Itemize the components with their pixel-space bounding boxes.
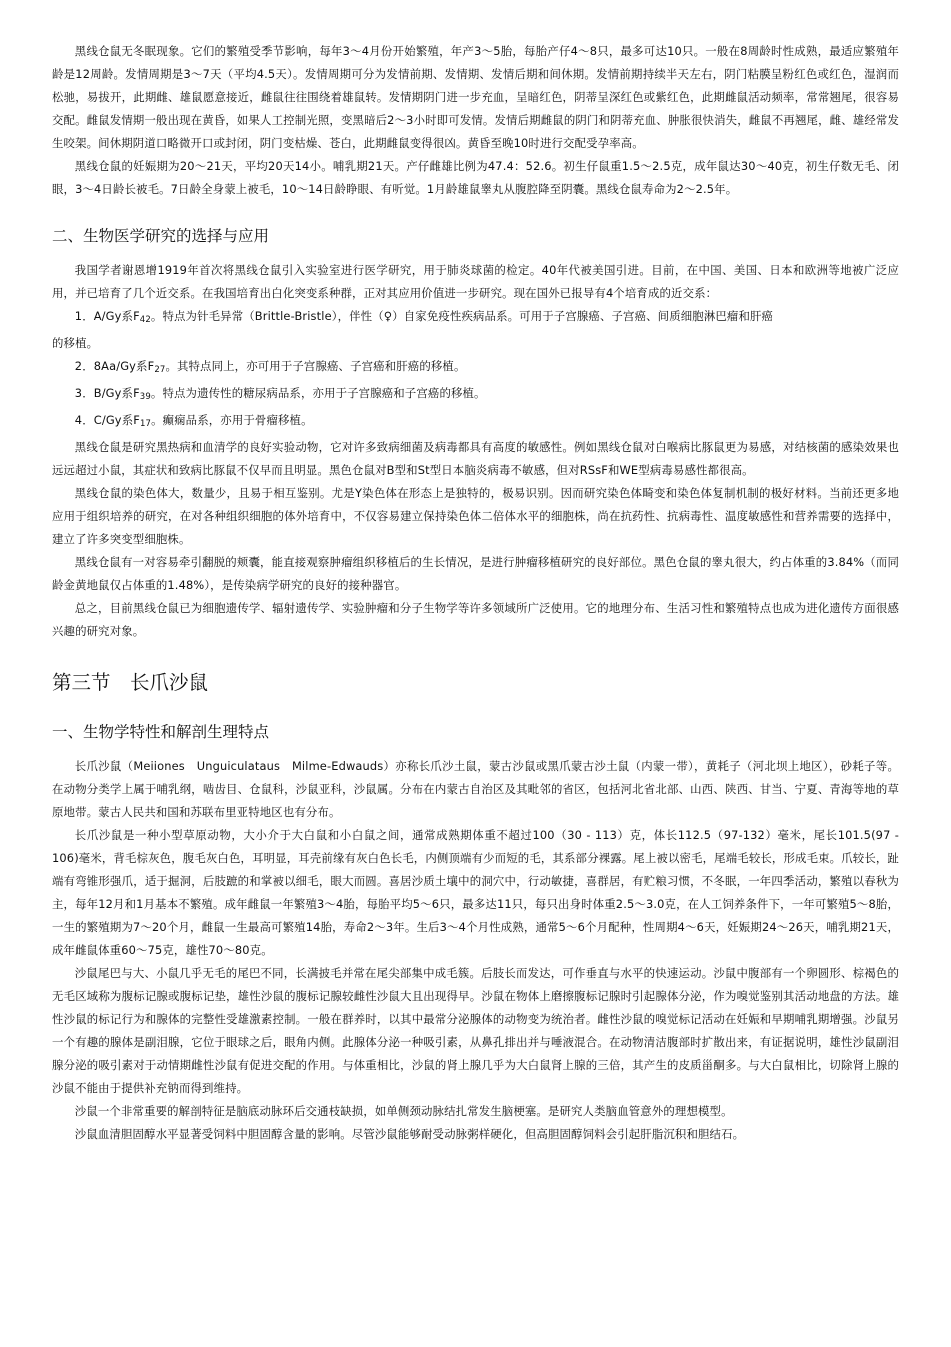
paragraph: 沙鼠血清胆固醇水平显著受饲料中胆固醇含量的影响。尽管沙鼠能够耐受动脉粥样硬化，但高胆固醇饲料会引起肝脂沉积和胆结石。 — [74, 1127, 745, 1141]
paragraph: 黑线仓鼠的染色体大，数量少，且易于相互鉴别。尤是Y染色体在形态上是独特的，极易识别。因而研究染色体畸变和染色体复制机制的极好材料。当前还更多地应用于组织培养的研究，在对各种组织细胞的体外培育中，不仅容易建立保持染色体二倍体水平的细胞株，尚在抗药性、抗病毒性、温度敏感性和营养需要的选择中，建立了许多突变型细胞株。 — [52, 486, 899, 546]
paragraph: 沙鼠尾巴与大、小鼠几乎无毛的尾巴不同，长满披毛并常在尾尖部集中成毛簇。后肢长而发达，可作垂直与水平的快速运动。沙鼠中腹部有一个卵圆形、棕褐色的无毛区域称为腹标记腺或腹标记垫，雄性沙鼠的腹标记腺较雌性沙鼠大且出现得早。沙鼠在物体上磨擦腹标记腺时引起腺体分泌，作为嗅觉鉴别其活动地盘的方法。雄性沙鼠的标记行为和腺体的完整性受雄激素控制。一般在群养时，以其中最常分泌腺体的动物变为统治者。雌性沙鼠的嗅觉标记活动在妊娠和早期哺乳期增强。沙鼠另一个有趣的腺体是副泪腺，它位于眼球之后，眼角内侧。此腺体分泌一种吸引素，从鼻孔排出并与唾液混合。在动物清洁腹部时扩散出来，有证据说明，雄性沙鼠副泪腺分泌的吸引素对于动情期雌性沙鼠有促进交配的作用。与体重相比，沙鼠的肾上腺几乎为大白鼠肾上腺的三倍，其产生的皮质甾酮多。与大白鼠相比，切除肾上腺的沙鼠不能由于提供补充钠而得到维持。 — [52, 966, 899, 1095]
strain-item: 4．C/Gy系$F_{17}$。癫痫品系，亦用于骨瘤移植。 — [74, 413, 313, 429]
paragraph: 我国学者谢恩增1919年首次将黑线仓鼠引入实验室进行医学研究，用于肺炎球菌的检定。40年代被美国引进。目前，在中国、美国、日本和欧洲等地被广泛应用，并已培育了几个近交系。在我国培育出白化突变系种群，正对其应用价值进一步研究。现在国外已报导有4个培育成的近交系： — [52, 263, 899, 300]
paragraph: 总之，目前黑线仓鼠已为细胞遗传学、辐射遗传学、实验肿瘤和分子生物学等许多领域所广泛使用。它的地理分布、生活习性和繁殖特点也成为进化遗传方面很感兴趣的研究对象。 — [52, 601, 899, 638]
paragraph: 黑线仓鼠是研究黑热病和血清学的良好实验动物，它对许多致病细菌及病毒都具有高度的敏感性。例如黑线仓鼠对白喉病比豚鼠更为易感，对结核菌的感染效果也远远超过小鼠，其症状和致病比豚鼠不仅早而且明显。黑色仓鼠对B型和St型日本脑炎病毒不敏感，但对RSsF和WE型病毒易感性都很高。 — [52, 440, 899, 477]
paragraph: 黑线仓鼠无冬眠现象。它们的繁殖受季节影响，每年3～4月份开始繁殖，年产3～5胎，每胎产仔4～8只，最多可达10只。一般在8周龄时性成熟，最适应繁殖年龄是12周龄。发情周期是3～7天（平均4.5天）。发情周期可分为发情前期、发情期、发情后期和间休期。发情前期持续半天左右，阴门粘膜呈粉红色或红色，湿润而松驰，易拔开，此期雌、雄鼠愿意接近，雌鼠往往围绕着雄鼠转。发情期阴门进一步充血，呈暗红色，阴蒂呈深红色或紫红色，此期雌鼠活动频率，常常翘尾，很容易交配。雌鼠发情期一般出现在黄昏，如果人工控制光照，变黑暗后2～3小时即可发情。发情后期雌鼠的阴门和阴蒂充血、肿胀很快消失，雌鼠不再翘尾，雌、雄经常发生咬架。间休期阴道口略微开口或封闭，阴门变枯燥、苍白，此期雌鼠变得很凶。黄昏至晚10时进行交配受孕率高。 — [52, 44, 899, 150]
section-heading: 一、生物学特性和解剖生理特点 — [52, 723, 270, 741]
paragraph: 长爪沙鼠（Meiiones Unguiculataus Milme-Edwauds）亦称长爪沙土鼠，蒙古沙鼠或黑爪蒙古沙土鼠（内蒙一带），黄耗子（河北坝上地区），砂耗子等。在动物分类学上属于哺乳纲，啮齿目、仓鼠科，沙鼠亚科，沙鼠属。分布在内蒙古自治区及其毗邻的省区，包括河北省北部、山西、陕西、甘当、宁夏、青海等地的草原地带。蒙古人民共和国和苏联布里亚特地区也有分布。 — [52, 759, 899, 819]
paragraph: 长爪沙鼠是一种小型草原动物，大小介于大白鼠和小白鼠之间，通常成熟期体重不超过100（30 - 113）克，体长112.5（97-132）毫米，尾长101.5(97 - 106)毫米，背毛棕灰色，腹毛灰白色，耳明显，耳壳前缘有灰白色长毛，内侧顶端有少而短的毛，其系部分裸露。尾上被以密毛，尾端毛较长，形成毛束。爪较长，趾端有弯锥形强爪，适于掘洞，后肢蹠的和掌被以细毛，眼大而圆。喜居沙质土壤中的洞穴中，行动敏捷，喜群居，有贮粮习惯，不冬眠，一年四季活动，繁殖以春秋为主，每年12月和1月基本不繁殖。成年雌鼠一年繁殖3～4胎，每胎平均5～6只，最多达11只，每只出身时体重2.5～3.0克，在人工饲养条件下，一年可繁殖5～8胎，一生的繁殖期为7～20个月，雌鼠一生最高可繁殖14胎，寿命2～3年。生后3～4个月性成熟，通常5～6个月配种，性周期4～6天，妊娠期24～26天，哺乳期21天，成年雌鼠体重60～75克，雄性70～80克。 — [52, 828, 899, 957]
strain-item-continuation: 的移植。 — [52, 336, 99, 350]
section-heading: 二、生物医学研究的选择与应用 — [52, 227, 270, 245]
chapter-heading: 第三节 长爪沙鼠 — [52, 671, 209, 694]
strain-item: 3．B/Gy系$F_{39}$。特点为遗传性的糖尿病品系，亦用于子宫腺癌和子宫癌的移植。 — [74, 386, 486, 402]
paragraph: 黑线仓鼠有一对容易牵引翻脱的颊囊，能直接观察肿瘤组织移植后的生长情况，是进行肿瘤移植研究的良好部位。黑色仓鼠的睾丸很大，约占体重的3.84%（而同龄金黄地鼠仅占体重的1.48%），是传染病学研究的良好的接种器官。 — [52, 555, 899, 592]
paragraph: 黑线仓鼠的妊娠期为20～21天，平均20天14小。哺乳期21天。产仔雌雄比例为47.4：52.6。初生仔鼠重1.5～2.5克，成年鼠达30～40克，初生仔数无毛、闭眼，3～4日龄长被毛。7日龄全身蒙上被毛，10～14日龄睁眼、有听觉。1月龄雄鼠睾丸从腹腔降至阴囊。黑线仓鼠寿命为2～2.5年。 — [52, 159, 899, 196]
strain-item: 1．A/Gy系$F_{42}$。特点为针毛异常（Brittle-Bristle），伴性（♀）自家免疫性疾病品系。可用于子宫腺癌、子宫癌、间质细胞淋巴瘤和肝癌 — [74, 309, 774, 325]
paragraph: 沙鼠一个非常重要的解剖特征是脑底动脉环后交通枝缺损，如单侧颈动脉结扎常发生脑梗塞。是研究人类脑血管意外的理想模型。 — [74, 1104, 733, 1118]
strain-item: 2．8Aa/Gy系$F_{27}$。其特点同上，亦可用于子宫腺癌、子宫癌和肝癌的移植。 — [74, 359, 466, 375]
